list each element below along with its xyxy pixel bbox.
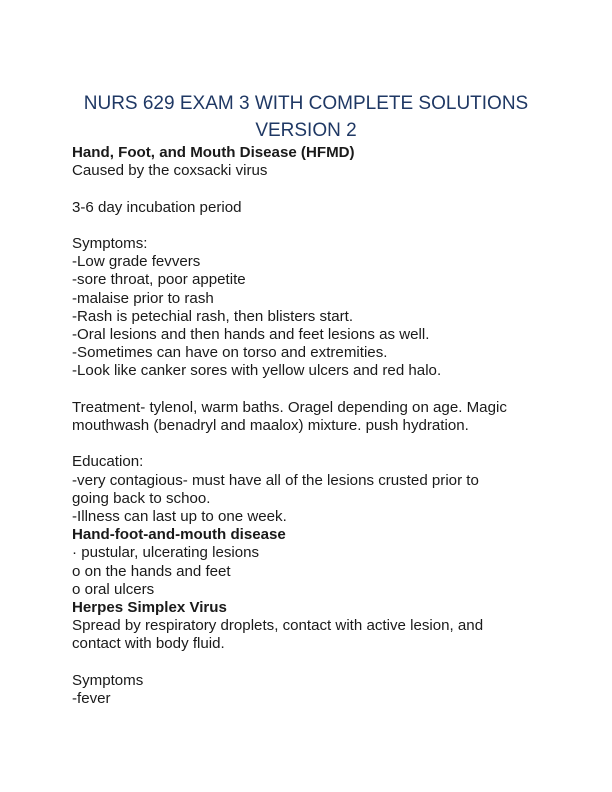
hfmd-short-item: · pustular, ulcerating lesions xyxy=(72,544,260,562)
hsv-heading: Herpes Simplex Virus xyxy=(72,599,227,617)
spacer xyxy=(72,654,542,672)
hfmd-treatment-line: mouthwash (benadryl and maalox) mixture. push hydration. xyxy=(72,417,469,434)
hfmd-symptom-item: -Oral lesions and then hands and feet lesions as well. xyxy=(72,326,430,343)
hfmd-symptom-item: -Rash is petechial rash, then blisters start. xyxy=(72,307,354,325)
hfmd-education-item: -very contagious- must have all of the lesions crusted prior to xyxy=(72,471,479,489)
document-title-line-1: NURS 629 EXAM 3 WITH COMPLETE SOLUTIONS xyxy=(83,93,529,114)
hfmd-short-item: o on the hands and feet xyxy=(72,562,231,580)
spacer xyxy=(72,381,542,399)
hfmd-heading: Hand, Foot, and Mouth Disease (HFMD) xyxy=(72,144,355,161)
spacer xyxy=(72,217,542,235)
hfmd-treatment-line: Treatment- tylenol, warm baths. Oragel depending on age. Magic xyxy=(72,398,507,416)
spacer xyxy=(72,180,542,198)
document-title-line-2: VERSION 2 xyxy=(255,120,357,141)
hfmd-education-item: going back to schoo. xyxy=(72,489,211,507)
hfmd-symptom-item: -malaise prior to rash xyxy=(72,289,214,307)
hfmd-cause: Caused by the coxsacki virus xyxy=(72,162,268,180)
hsv-spread-line: contact with body fluid. xyxy=(72,635,225,653)
hfmd-education-label: Education: xyxy=(72,453,144,471)
hfmd-short-item: o oral ulcers xyxy=(72,580,155,598)
hsv-spread-line: Spread by respiratory droplets, contact with active lesion, and xyxy=(72,617,484,635)
hfmd-symptom-item: -Sometimes can have on torso and extremities. xyxy=(72,344,388,362)
hfmd-symptom-item: -Look like canker sores with yellow ulcers and red halo. xyxy=(72,362,442,380)
hfmd-short-heading: Hand-foot-and-mouth disease xyxy=(72,526,286,544)
spacer xyxy=(72,435,542,453)
hfmd-symptom-item: -Low grade fevvers xyxy=(72,253,201,271)
hfmd-symptom-item: -sore throat, poor appetite xyxy=(72,271,246,289)
hfmd-symptoms-label: Symptoms: xyxy=(72,234,148,252)
hsv-symptom-item: -fever xyxy=(72,690,111,708)
hfmd-education-item: -Illness can last up to one week. xyxy=(72,508,287,525)
hsv-symptoms-label: Symptoms xyxy=(72,671,144,689)
hfmd-incubation: 3-6 day incubation period xyxy=(72,198,242,216)
document-body xyxy=(72,144,542,708)
